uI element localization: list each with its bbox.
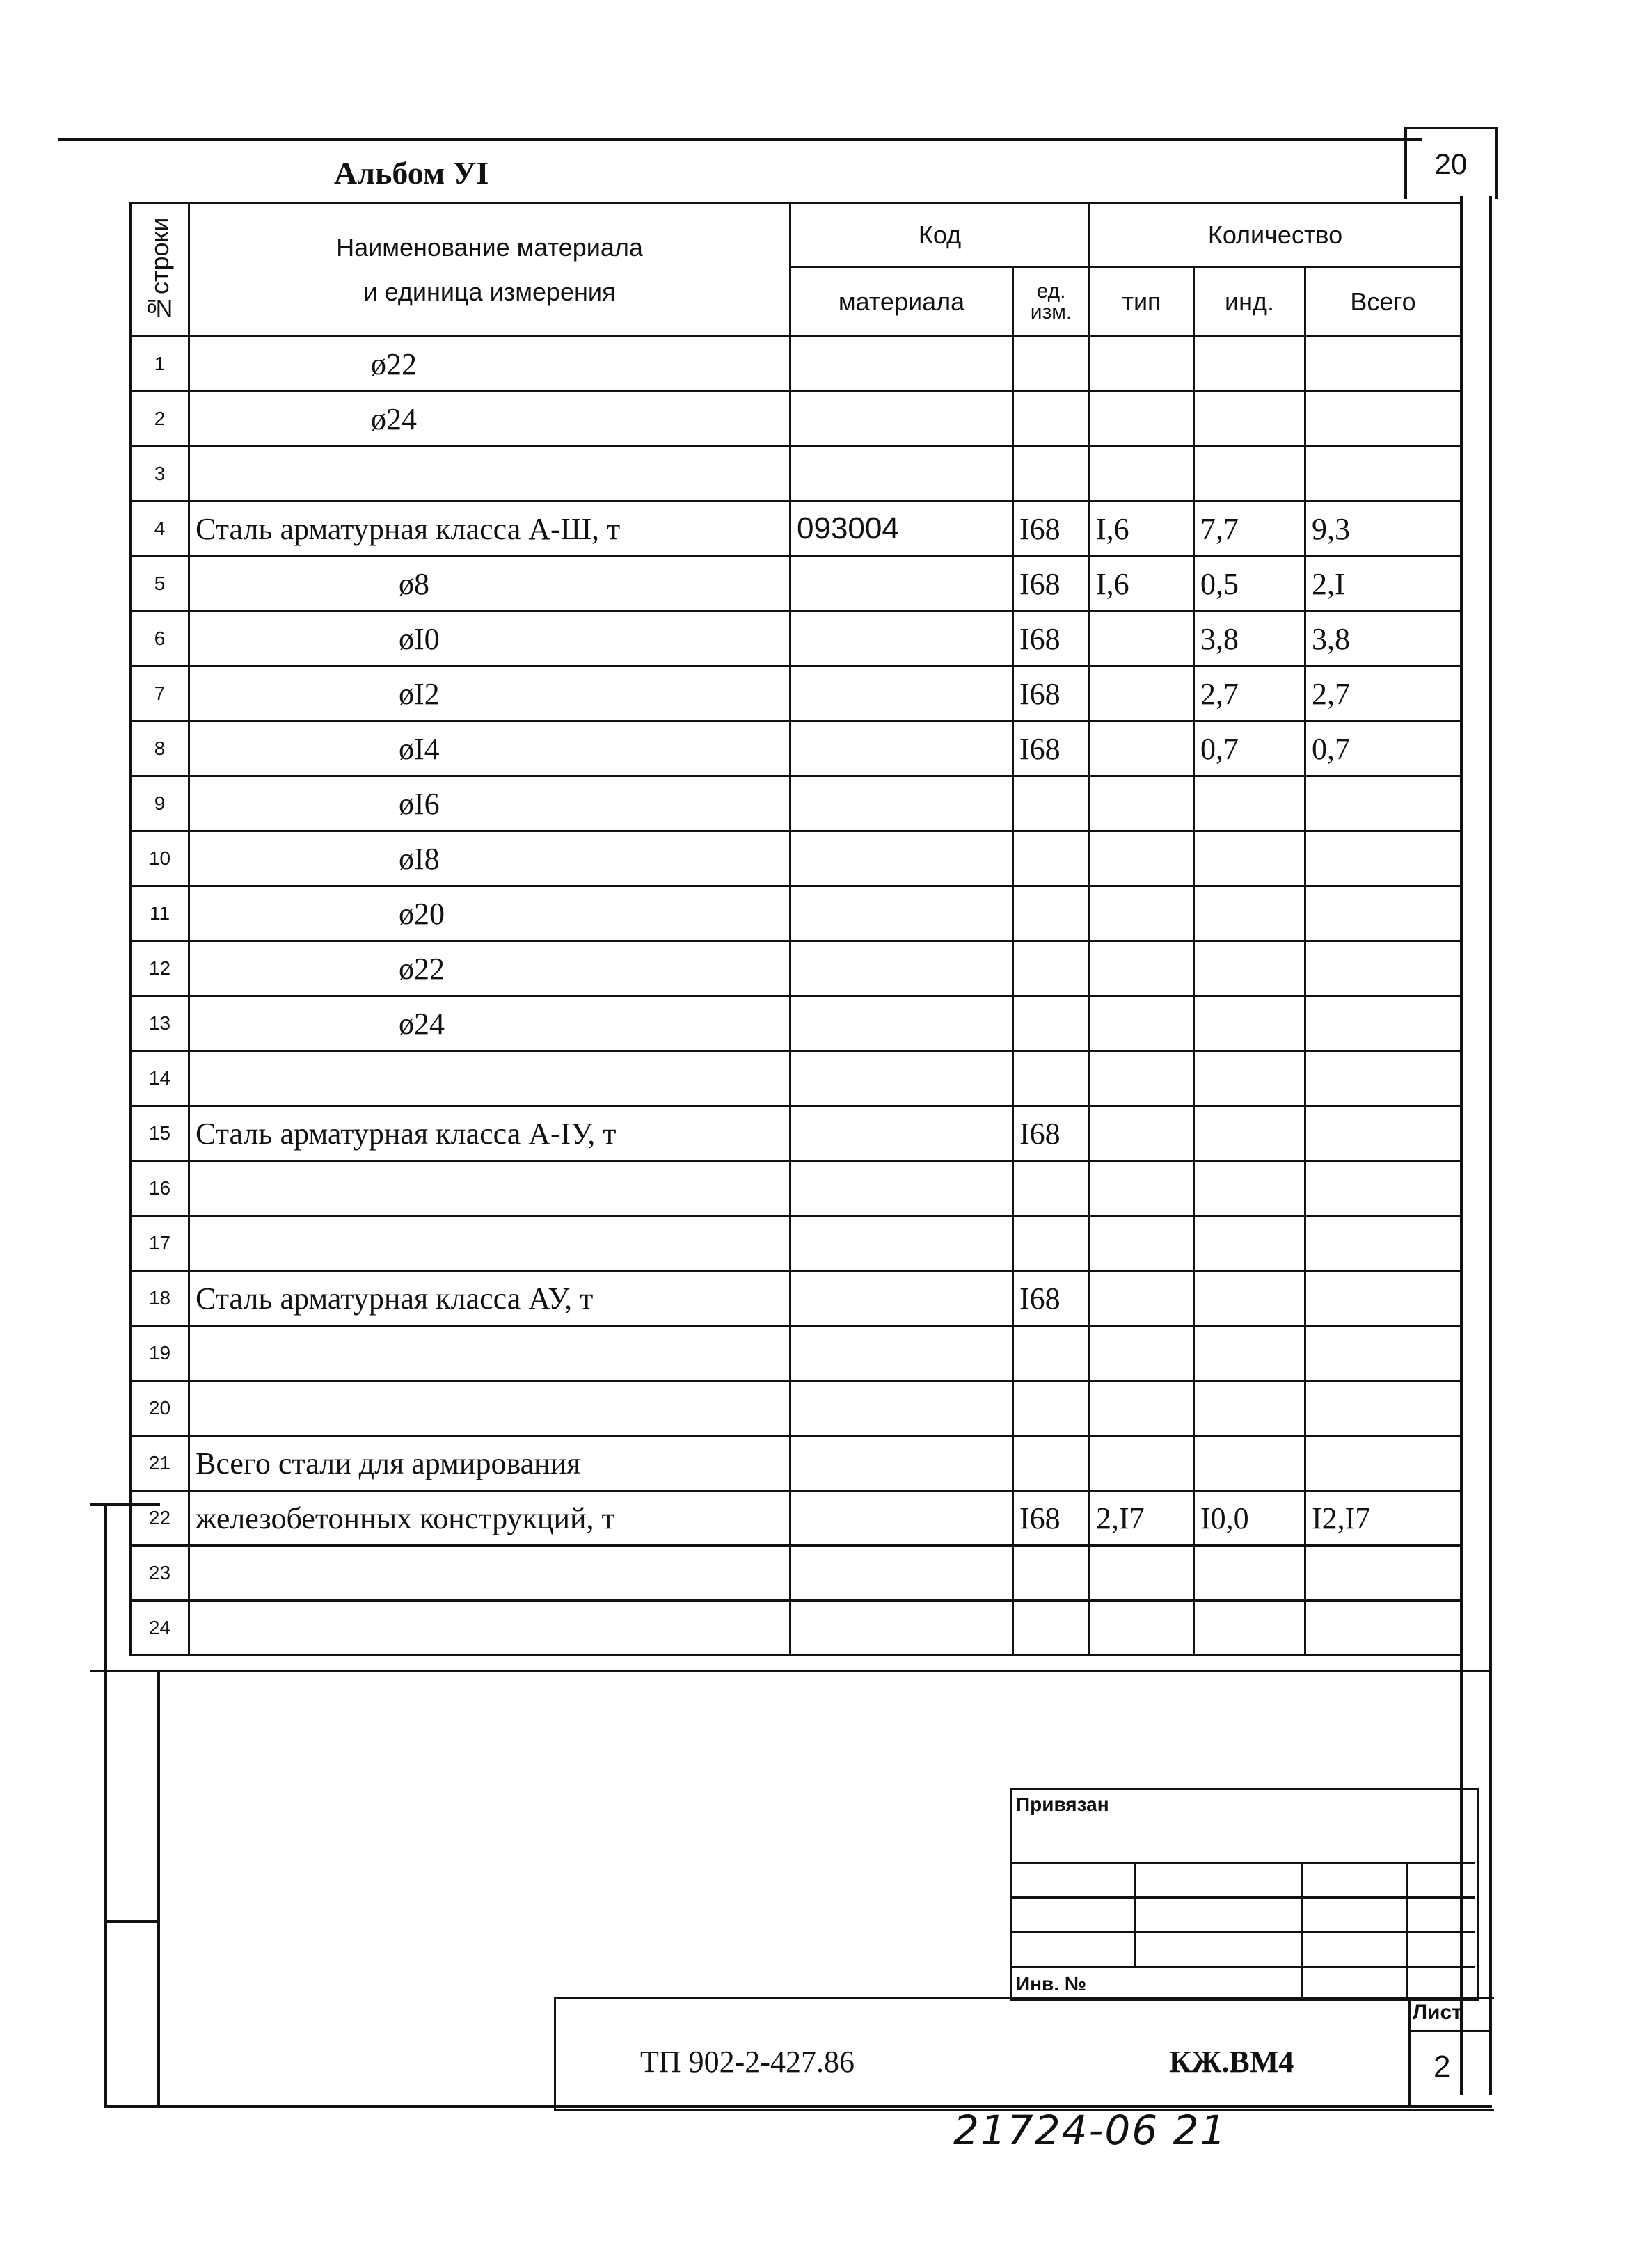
qty-type xyxy=(1090,1436,1194,1491)
drawing-code: КЖ.ВМ4 xyxy=(1169,2045,1294,2079)
material-code xyxy=(791,886,1013,941)
qty-type xyxy=(1090,831,1194,886)
qty-type xyxy=(1090,1106,1194,1161)
qty-type xyxy=(1090,721,1194,776)
row-number: 15 xyxy=(131,1106,189,1161)
row-number: 14 xyxy=(131,1051,189,1106)
qty-ind xyxy=(1194,447,1305,502)
table-row xyxy=(131,941,1461,996)
row-number: 20 xyxy=(131,1381,189,1436)
sheet-box-line xyxy=(1408,1997,1411,2107)
material-code xyxy=(791,996,1013,1051)
header-qty-type: тип xyxy=(1090,267,1194,337)
material-code xyxy=(791,557,1013,612)
qty-ind: 0,5 xyxy=(1194,557,1305,612)
material-code xyxy=(791,721,1013,776)
qty-total: I2,I7 xyxy=(1305,1491,1461,1546)
row-number: 16 xyxy=(131,1161,189,1216)
row-number: 3 xyxy=(131,447,189,502)
row-number: 22 xyxy=(131,1491,189,1546)
inventory-number-label: Инв. № xyxy=(1016,1973,1087,1995)
frame-line xyxy=(90,1503,160,1506)
material-code xyxy=(791,392,1013,447)
unit-code xyxy=(1013,1326,1090,1381)
qty-total xyxy=(1305,1216,1461,1271)
sheet-label: Лист xyxy=(1413,2001,1462,2024)
material-code: 093004 xyxy=(791,502,1013,557)
material-code xyxy=(791,1381,1013,1436)
material-name xyxy=(189,1546,791,1601)
unit-code xyxy=(1013,392,1090,447)
qty-type xyxy=(1090,337,1194,392)
qty-ind xyxy=(1194,1161,1305,1216)
qty-ind xyxy=(1194,1326,1305,1381)
qty-type xyxy=(1090,996,1194,1051)
row-number: 19 xyxy=(131,1326,189,1381)
header-quantity: Количество xyxy=(1090,203,1461,267)
header-qty-total: Всего xyxy=(1305,267,1461,337)
header-qty-ind: инд. xyxy=(1194,267,1305,337)
row-number: 1 xyxy=(131,337,189,392)
material-name: Сталь арматурная класса АУ, т xyxy=(189,1271,791,1326)
table-row xyxy=(131,447,1461,502)
material-code xyxy=(791,1051,1013,1106)
material-name xyxy=(189,1161,791,1216)
table-row xyxy=(131,666,1461,721)
unit-code: I68 xyxy=(1013,666,1090,721)
qty-ind xyxy=(1194,776,1305,831)
material-name xyxy=(189,1051,791,1106)
row-number: 17 xyxy=(131,1216,189,1271)
row-number: 24 xyxy=(131,1601,189,1656)
material-name: ø20 xyxy=(189,886,791,941)
unit-code: I68 xyxy=(1013,1491,1090,1546)
document-number: ТП 902-2-427.86 xyxy=(640,2045,855,2079)
unit-code xyxy=(1013,996,1090,1051)
row-number: 11 xyxy=(131,886,189,941)
album-title: Альбом УI xyxy=(334,155,489,191)
material-name: ø24 xyxy=(189,392,791,447)
table-row xyxy=(131,1271,1461,1326)
material-code xyxy=(791,1271,1013,1326)
qty-type xyxy=(1090,1161,1194,1216)
frame-line xyxy=(90,1670,1492,1672)
stamp-line xyxy=(1406,1862,1408,1997)
qty-ind: I0,0 xyxy=(1194,1491,1305,1546)
frame-line xyxy=(104,1920,160,1923)
material-name xyxy=(189,1601,791,1656)
qty-total xyxy=(1305,996,1461,1051)
material-name: øI6 xyxy=(189,776,791,831)
qty-ind: 7,7 xyxy=(1194,502,1305,557)
table-row xyxy=(131,1546,1461,1601)
unit-code: I68 xyxy=(1013,721,1090,776)
qty-total xyxy=(1305,776,1461,831)
qty-type xyxy=(1090,941,1194,996)
qty-total xyxy=(1305,1381,1461,1436)
table-row xyxy=(131,502,1461,557)
qty-ind xyxy=(1194,941,1305,996)
qty-type xyxy=(1090,1216,1194,1271)
unit-code xyxy=(1013,776,1090,831)
sheet-box-line xyxy=(1408,2030,1492,2032)
qty-type: I,6 xyxy=(1090,557,1194,612)
material-code xyxy=(791,941,1013,996)
unit-code xyxy=(1013,1436,1090,1491)
qty-ind xyxy=(1194,1051,1305,1106)
qty-ind xyxy=(1194,1106,1305,1161)
row-number: 23 xyxy=(131,1546,189,1601)
material-name: øI8 xyxy=(189,831,791,886)
material-code xyxy=(791,1546,1013,1601)
table-row xyxy=(131,1381,1461,1436)
qty-ind: 2,7 xyxy=(1194,666,1305,721)
material-name xyxy=(189,1216,791,1271)
table-row xyxy=(131,776,1461,831)
row-number: 8 xyxy=(131,721,189,776)
material-name: Сталь арматурная класса А-IУ, т xyxy=(189,1106,791,1161)
table-row xyxy=(131,1161,1461,1216)
qty-total: 2,7 xyxy=(1305,666,1461,721)
row-number: 9 xyxy=(131,776,189,831)
qty-ind xyxy=(1194,1381,1305,1436)
qty-type xyxy=(1090,1546,1194,1601)
row-number: 12 xyxy=(131,941,189,996)
qty-type xyxy=(1090,612,1194,666)
table-row xyxy=(131,1216,1461,1271)
material-code xyxy=(791,831,1013,886)
material-code xyxy=(791,1161,1013,1216)
stamp-line xyxy=(1301,1862,1303,1997)
material-name: железобетонных конструкций, т xyxy=(189,1491,791,1546)
qty-ind xyxy=(1194,996,1305,1051)
unit-code xyxy=(1013,831,1090,886)
material-code xyxy=(791,1326,1013,1381)
table-row xyxy=(131,557,1461,612)
material-name xyxy=(189,1381,791,1436)
qty-type xyxy=(1090,666,1194,721)
qty-ind: 0,7 xyxy=(1194,721,1305,776)
material-name xyxy=(189,1326,791,1381)
table-row xyxy=(131,1436,1461,1491)
unit-code: I68 xyxy=(1013,557,1090,612)
material-name: ø24 xyxy=(189,996,791,1051)
row-number: 2 xyxy=(131,392,189,447)
table-row xyxy=(131,612,1461,666)
qty-type: 2,I7 xyxy=(1090,1491,1194,1546)
header-code-unit: ед. изм. xyxy=(1013,267,1090,337)
qty-total xyxy=(1305,1271,1461,1326)
qty-type xyxy=(1090,392,1194,447)
unit-code xyxy=(1013,1216,1090,1271)
qty-total: 3,8 xyxy=(1305,612,1461,666)
qty-type xyxy=(1090,886,1194,941)
qty-ind xyxy=(1194,1271,1305,1326)
row-number: 6 xyxy=(131,612,189,666)
material-code xyxy=(791,612,1013,666)
row-number: 18 xyxy=(131,1271,189,1326)
unit-code xyxy=(1013,941,1090,996)
unit-code xyxy=(1013,1546,1090,1601)
table-row xyxy=(131,392,1461,447)
material-name xyxy=(189,447,791,502)
row-number: 21 xyxy=(131,1436,189,1491)
qty-total xyxy=(1305,1051,1461,1106)
unit-code xyxy=(1013,447,1090,502)
material-name: ø22 xyxy=(189,337,791,392)
frame-line xyxy=(1489,196,1492,2095)
frame-line xyxy=(104,1503,107,2108)
material-name: øI2 xyxy=(189,666,791,721)
unit-code xyxy=(1013,1161,1090,1216)
qty-total xyxy=(1305,1106,1461,1161)
material-name: Сталь арматурная класса А-Ш, т xyxy=(189,502,791,557)
sheet-number: 2 xyxy=(1433,2050,1451,2084)
table-row xyxy=(131,337,1461,392)
qty-ind xyxy=(1194,1601,1305,1656)
row-number: 5 xyxy=(131,557,189,612)
unit-code: I68 xyxy=(1013,1106,1090,1161)
table-row xyxy=(131,1491,1461,1546)
qty-total xyxy=(1305,1161,1461,1216)
qty-ind xyxy=(1194,1216,1305,1271)
frame-line xyxy=(104,2105,1492,2108)
table-row xyxy=(131,1051,1461,1106)
table-row xyxy=(131,1106,1461,1161)
qty-ind: 3,8 xyxy=(1194,612,1305,666)
table-row xyxy=(131,1601,1461,1656)
row-number: 13 xyxy=(131,996,189,1051)
qty-ind xyxy=(1194,886,1305,941)
material-name: øI4 xyxy=(189,721,791,776)
unit-code xyxy=(1013,1601,1090,1656)
top-rule xyxy=(58,138,1422,141)
qty-total xyxy=(1305,886,1461,941)
handwritten-number: 21724-06 21 xyxy=(953,2107,1228,2154)
qty-total: 9,3 xyxy=(1305,502,1461,557)
unit-code xyxy=(1013,1051,1090,1106)
material-code xyxy=(791,1436,1013,1491)
table-row xyxy=(131,1326,1461,1381)
qty-type xyxy=(1090,1601,1194,1656)
material-name: Всего стали для армирования xyxy=(189,1436,791,1491)
qty-total xyxy=(1305,1601,1461,1656)
row-number: 4 xyxy=(131,502,189,557)
qty-total: 0,7 xyxy=(1305,721,1461,776)
material-name: ø8 xyxy=(189,557,791,612)
unit-code: I68 xyxy=(1013,612,1090,666)
qty-total xyxy=(1305,447,1461,502)
qty-type xyxy=(1090,1326,1194,1381)
unit-code xyxy=(1013,1381,1090,1436)
material-name: øI0 xyxy=(189,612,791,666)
page-number-box xyxy=(1404,127,1498,199)
qty-total xyxy=(1305,941,1461,996)
unit-code xyxy=(1013,886,1090,941)
qty-ind xyxy=(1194,1546,1305,1601)
material-code xyxy=(791,1106,1013,1161)
material-code xyxy=(791,1216,1013,1271)
material-code xyxy=(791,776,1013,831)
row-number: 7 xyxy=(131,666,189,721)
material-code xyxy=(791,1491,1013,1546)
table-row xyxy=(131,996,1461,1051)
qty-total xyxy=(1305,1436,1461,1491)
qty-ind xyxy=(1194,831,1305,886)
qty-total xyxy=(1305,337,1461,392)
qty-type xyxy=(1090,447,1194,502)
material-code xyxy=(791,1601,1013,1656)
qty-total xyxy=(1305,1326,1461,1381)
qty-type xyxy=(1090,1271,1194,1326)
qty-total xyxy=(1305,831,1461,886)
qty-type: I,6 xyxy=(1090,502,1194,557)
table-row xyxy=(131,831,1461,886)
attached-label: Привязан xyxy=(1016,1794,1109,1815)
table-row xyxy=(131,721,1461,776)
frame-line xyxy=(157,1670,160,2108)
qty-ind xyxy=(1194,392,1305,447)
qty-total xyxy=(1305,392,1461,447)
materials-table xyxy=(129,202,1462,1656)
page-number: 20 xyxy=(1434,147,1468,180)
unit-code: I68 xyxy=(1013,502,1090,557)
stamp-line xyxy=(1134,1862,1136,1966)
header-code-material: материала xyxy=(791,267,1013,337)
qty-total xyxy=(1305,1546,1461,1601)
unit-code xyxy=(1013,337,1090,392)
row-number: 10 xyxy=(131,831,189,886)
qty-type xyxy=(1090,1051,1194,1106)
qty-type xyxy=(1090,776,1194,831)
qty-type xyxy=(1090,1381,1194,1436)
table-row xyxy=(131,886,1461,941)
material-code xyxy=(791,666,1013,721)
unit-code: I68 xyxy=(1013,1271,1090,1326)
material-code xyxy=(791,337,1013,392)
attachment-stamp xyxy=(1010,1788,1479,2001)
header-row-number: №строки xyxy=(131,203,189,337)
header-code: Код xyxy=(791,203,1090,267)
header-name: Наименование материала и единица измерения xyxy=(189,203,791,337)
material-name: ø22 xyxy=(189,941,791,996)
qty-ind xyxy=(1194,1436,1305,1491)
qty-ind xyxy=(1194,337,1305,392)
material-code xyxy=(791,447,1013,502)
qty-total: 2,I xyxy=(1305,557,1461,612)
